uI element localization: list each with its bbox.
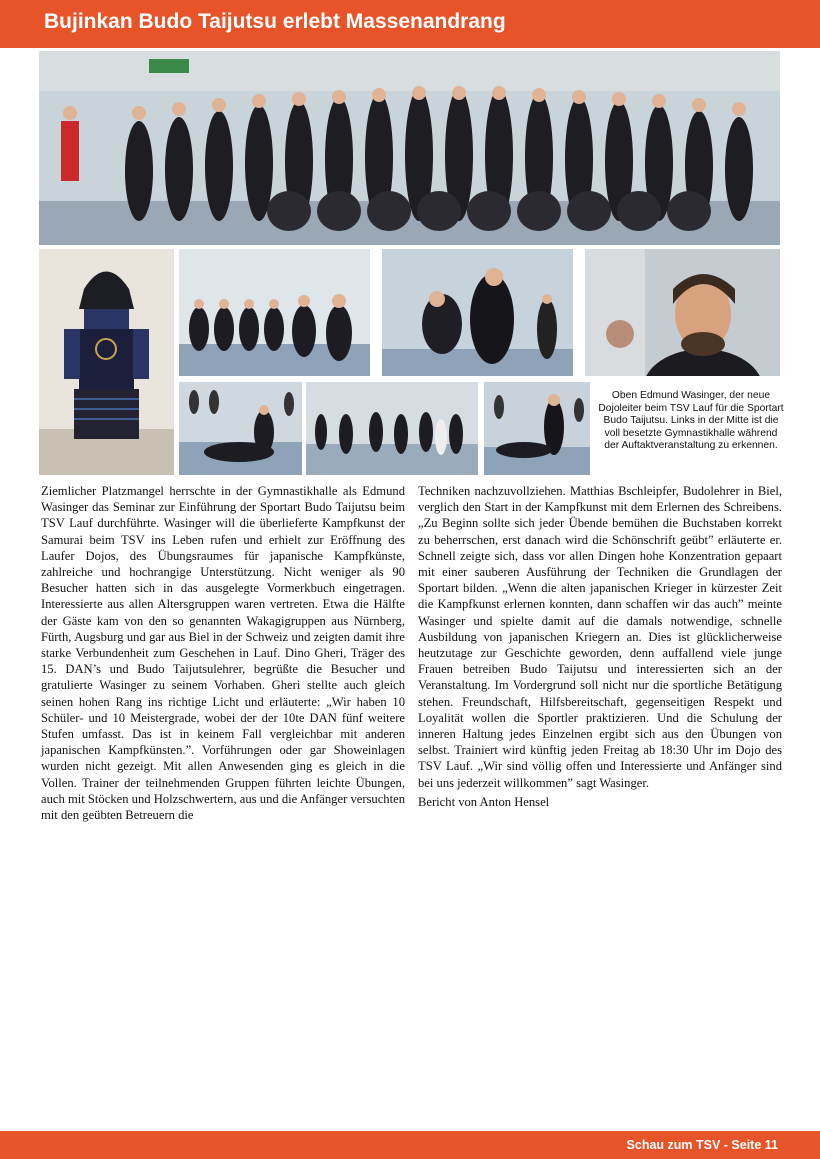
portrait-photo xyxy=(585,249,780,376)
article-column-right xyxy=(418,483,782,810)
article-column-left xyxy=(41,483,405,823)
ground-technique-icon xyxy=(179,382,302,475)
kneeling-photo xyxy=(179,249,370,376)
armor-photo xyxy=(39,249,174,475)
page-footer xyxy=(0,1131,820,1159)
page-title: Bujinkan Budo Taijutsu erlebt Massenandrang xyxy=(44,10,506,33)
training-hall-icon xyxy=(306,382,478,475)
training-hall-photo xyxy=(306,382,478,475)
kneeling-students-icon xyxy=(179,249,370,376)
article-text-right: Techniken nachzuvollziehen. Matthias Bschleipfer, Budolehrer in Biel, verglich den Start in der Kampfkunst mit dem Erlernen des Schreibens. „Zu Beginn sollte sich jeder Übende bemühen die Buchstaben korrekt zu beherrschen, erst danach wird die Schönschrift geübt” erläuterte er. Schnell zeigte sich, dass vor allen Dingen hohe Konzentration gepaart mit einer sauberen Ausführung der Techniken die Grundlagen der Sportart bilden. „Wenn die alten japanischen Krieger in kürzester Zeit die Kampfkunst erlernen konnten, dann schaffen wir das auch” meinte Wasinger und spielte damit auf die damals notwendige, schnelle Ausbildung von japanischen Kriegern an. Dies ist glücklicherweise heutzutage zur Geschichte geworden, denn auffallend viele junge Frauen betreiben Budo Taijutsu und interessierten sich an der Veranstaltung. Im Vordergrund soll nicht nur die sportliche Betätigung stehen. Freundschaft, Hilfsbereitschaft, gegenseitigen Respekt und Loyalität wollen die Sportler praktizieren. Und die Schulung der inneren Haltung jedes Einzelnen ergibt sich aus den Übungen von selbst. Trainiert wird künftig jeden Freitag ab 18:30 Uhr im Dojo des TSV Lauf. „Wir sind völlig offen und Interessierte und Anfänger sind bei uns jederzeit willkommen” sagt Wasinger. xyxy=(418,484,782,790)
photo-caption: Oben Edmund Wasinger, der neue Dojoleiter beim TSV Lauf für die Sportart Budo Taijutsu. Links in der Mitte ist die voll besetzte Gymnastikhalle während der Auftaktveranstaltung zu erkennen. xyxy=(598,390,784,452)
samurai-armor-icon xyxy=(39,249,174,475)
page-header xyxy=(0,0,820,48)
page-number: Schau zum TSV - Seite 11 xyxy=(626,1138,778,1152)
article-byline: Bericht von Anton Hensel xyxy=(418,794,550,809)
throw-technique-photo xyxy=(484,382,590,475)
ground-technique-photo xyxy=(179,382,302,475)
group-photo-icon xyxy=(39,51,780,245)
technique-demo-icon xyxy=(382,249,573,376)
group-photo xyxy=(39,51,780,245)
article-text-left: Ziemlicher Platzmangel herrschte in der Gymnastikhalle als Edmund Wasinger das Seminar zur Einführung der Sportart Budo Taijutsu beim TSV Lauf durchführte. Wasinger will die überlieferte Kampfkunst der Samurai beim TSV ins Leben rufen und erhielt zur Eröffnung des Laufer Dojos, des Übungsraumes für japanische Kampfkünste, zahlreiche und hochrangige Unterstützung. Nicht weniger als 90 Besucher hatten sich in das ausgelegte Vormerkbuch eingetragen. Interessierte aus allen Altersgruppen waren vertreten. Etwa die Hälfte der Gäste kam von den so genannten Wakagigruppen aus Nürnberg, Fürth, Augsburg und gar aus Biel in der Schweiz und zeigten damit ihre starke Verbundenheit zum Geschehen in Lauf. Dino Gheri, Träger des 15. DAN’s und Budo Taijutsulehrer, begrüßte die Besucher und gratulierte Wasinger zu seinem Vorhaben. Gheri stellte auch gleich seinen hohen Rang ins richtige Licht und erläuterte: „Wir haben 10 Schüler- und 10 Meistergrade, wobei der der 10te DAN fünf weitere Stufen umfasst. Das ist in keinem Fall vergleichbar mit anderen japanischen Kampfkünsten.”. Vorführungen oder gar Showeinlagen wurden nicht gezeigt. Mit allen Anwesenden ging es gleich in die Vollen. Trainer der teilnehmenden Gruppen führten leichte Übungen, auch mit Stöcken und Holzschwertern, aus und die Anfänger versuchten mit den geübten Betreuern die xyxy=(41,484,405,823)
technique-photo xyxy=(382,249,573,376)
throw-technique-icon xyxy=(484,382,590,475)
portrait-icon xyxy=(585,249,780,376)
